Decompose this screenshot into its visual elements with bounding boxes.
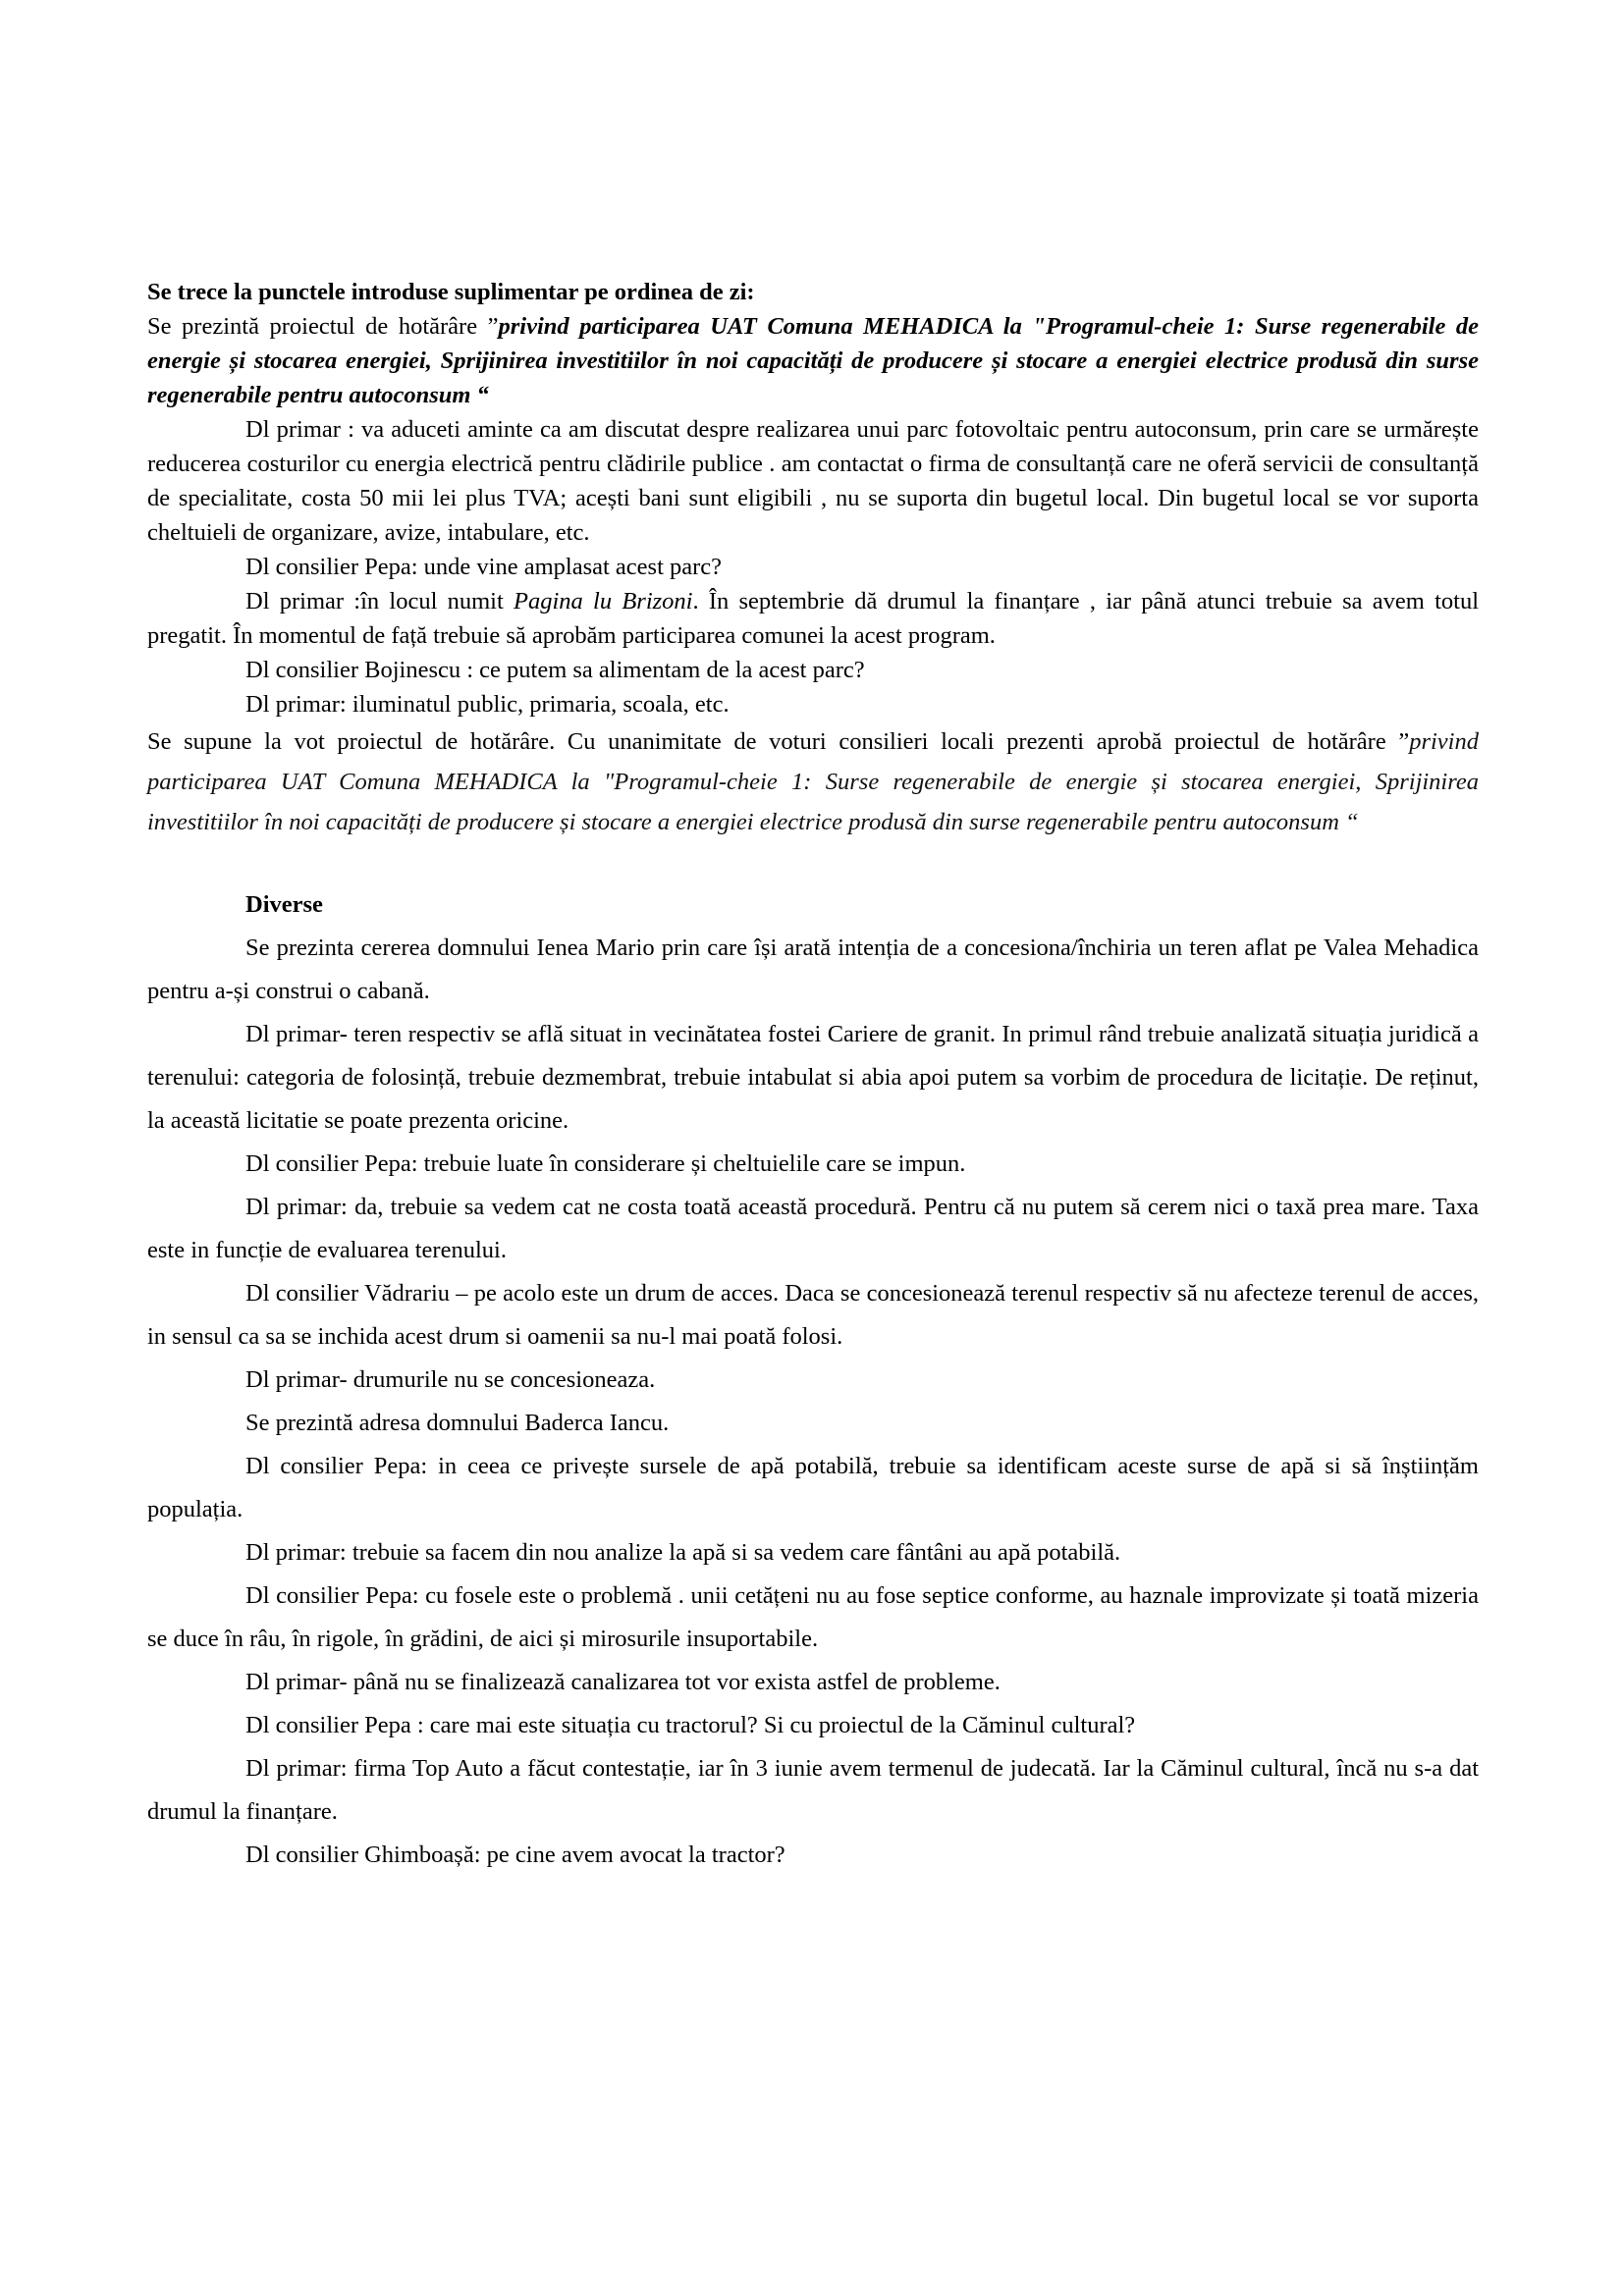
- dialogue-text: . În septembrie dă drumul la finanțare , iar până atunci trebuie sa avem totul pregatit. În momentul de față trebuie să aprobăm participarea comunei la acest program.: [147, 588, 1479, 649]
- diverse-paragraph: Se prezintă adresa domnului Baderca Iancu.: [245, 1410, 670, 1436]
- diverse-paragraph: Dl primar: firma Top Auto a făcut contestație, iar în 3 iunie avem termenul de judecată. Iar la Căminul cultural, încă nu s-a dat drumul la finanțare.: [147, 1755, 1479, 1825]
- vote-project-title: privind participarea UAT Comuna MEHADICA la "Programul-cheie 1: Surse regenerabile de energie și stocarea energiei, Sprijinirea investitiilor în noi capacități de producere și stocare a energiei electrice produsă din surse regenerabile pentru autoconsum “: [147, 728, 1479, 835]
- diverse-paragraph: Dl consilier Pepa: cu fosele este o problemă . unii cetățeni nu au fose septice conforme, au haznale improvizate și toată mizeria se duce în râu, în rigole, în grădini, de aici și mirosurile insuportabile.: [147, 1582, 1479, 1652]
- diverse-paragraph: Dl primar: trebuie sa facem din nou analize la apă si sa vedem care fântâni au apă potabilă.: [245, 1539, 1121, 1566]
- diverse-paragraph: Dl consilier Pepa : care mai este situația cu tractorul? Si cu proiectul de la Căminul cultural?: [245, 1712, 1136, 1738]
- vote-text: Se supune la vot proiectul de hotărâre. Cu unanimitate de voturi consilieri locali prezenti aprobă proiectul de hotărâre ”: [147, 728, 1410, 755]
- dialogue-paragraph: Dl primar : va aduceti aminte ca am discutat despre realizarea unui parc fotovoltaic pentru autoconsum, prin care se urmărește reducerea costurilor cu energia electrică pentru clădirile publice . am contactat o firma de consultanță care ne oferă servicii de consultanță de specialitate, costa 50 mii lei plus TVA; acești bani sunt eligibili , nu se suporta din bugetul local. Din bugetul local se vor suporta cheltuieli de organizare, avize, intabulare, etc.: [147, 416, 1479, 546]
- vote-paragraph: [147, 721, 1479, 842]
- diverse-paragraph: Dl primar- drumurile nu se concesioneaza.: [245, 1366, 656, 1393]
- diverse-paragraph: Dl primar- până nu se finalizează canalizarea tot vor exista astfel de probleme.: [245, 1669, 1001, 1695]
- project-presentation-paragraph: [147, 309, 1479, 412]
- dialogue-paragraph: Dl consilier Pepa: unde vine amplasat acest parc?: [245, 554, 723, 580]
- dialogue-paragraph: Dl primar: iluminatul public, primaria, scoala, etc.: [245, 691, 730, 718]
- dialogue-text: Dl primar :în locul numit: [245, 588, 514, 614]
- document-page: [147, 275, 1479, 1877]
- diverse-paragraph: Dl primar- teren respectiv se află situat in vecinătatea fostei Cariere de granit. In primul rând trebuie analizată situația juridică a terenului: categoria de folosință, trebuie dezmembrat, trebuie intabulat si abia apoi putem sa vorbim de procedura de licitație. De reținut, la această licitatie se poate prezenta oricine.: [147, 1021, 1479, 1134]
- diverse-paragraph: Dl consilier Vădrariu – pe acolo este un drum de acces. Daca se concesionează terenul respectiv să nu afecteze terenul de acces, in sensul ca sa se inchida acest drum si oamenii sa nu-l mai poată folosi.: [147, 1280, 1479, 1350]
- place-name: Pagina lu Brizoni: [514, 588, 693, 614]
- diverse-paragraph: Dl consilier Pepa: trebuie luate în considerare și cheltuielile care se impun.: [245, 1150, 966, 1177]
- diverse-paragraph: Dl primar: da, trebuie sa vedem cat ne costa toată această procedură. Pentru că nu putem să cerem nici o taxă prea mare. Taxa este in funcție de evaluarea terenului.: [147, 1194, 1479, 1263]
- diverse-paragraph: Se prezinta cererea domnului Ienea Mario prin care își arată intenția de a concesiona/închiria un teren aflat pe Valea Mehadica pentru a-și construi o cabană.: [147, 934, 1479, 1004]
- dialogue-paragraph: [147, 584, 1479, 653]
- section-heading-supplementary: Se trece la punctele introduse suplimentar pe ordinea de zi:: [147, 279, 755, 305]
- project-title: privind participarea UAT Comuna MEHADICA la "Programul-cheie 1: Surse regenerabile de energie și stocarea energiei, Sprijinirea investitiilor în noi capacități de producere și stocare a energiei electrice produsă din surse regenerabile pentru autoconsum “: [147, 313, 1479, 408]
- section-heading-diverse: Diverse: [245, 891, 323, 918]
- diverse-paragraph: Dl consilier Pepa: in ceea ce privește sursele de apă potabilă, trebuie sa identificam aceste surse de apă si să înștiințăm populația.: [147, 1453, 1479, 1522]
- dialogue-paragraph: Dl consilier Bojinescu : ce putem sa alimentam de la acest parc?: [245, 657, 865, 683]
- project-intro-text: Se prezintă proiectul de hotărâre ”: [147, 313, 499, 340]
- diverse-paragraph: Dl consilier Ghimboașă: pe cine avem avocat la tractor?: [245, 1842, 785, 1868]
